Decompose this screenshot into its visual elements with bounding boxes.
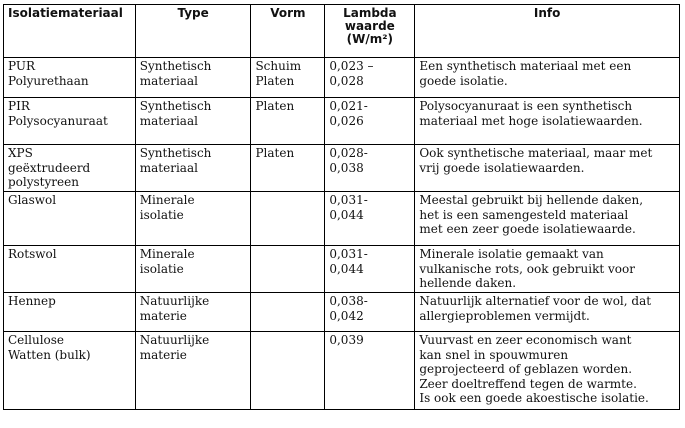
header-type: Type bbox=[135, 5, 251, 58]
header-form: Vorm bbox=[251, 5, 325, 58]
cell-material: Glaswol bbox=[4, 192, 136, 246]
header-lambda: Lambda waarde (W/m²) bbox=[325, 5, 415, 58]
cell-lambda: 0,039 bbox=[325, 332, 415, 410]
header-material: Isolatiemateriaal bbox=[4, 5, 136, 58]
cell-form bbox=[251, 246, 325, 293]
cell-info: Natuurlijk alternatief voor de wol, dat allergieproblemen vermijdt. bbox=[415, 293, 680, 332]
cell-material: Cellulose Watten (bulk) bbox=[4, 332, 136, 410]
header-info: Info bbox=[415, 5, 680, 58]
table-row bbox=[4, 192, 680, 246]
cell-info: Vuurvast en zeer economisch want kan snel in spouwmuren geprojecteerd of geblazen worden. Zeer doeltreffend tegen de warmte. Is ook een goede akoestische isolatie. bbox=[415, 332, 680, 410]
cell-lambda: 0,023 – 0,028 bbox=[325, 58, 415, 98]
cell-type: Synthetisch materiaal bbox=[135, 58, 251, 98]
cell-form bbox=[251, 192, 325, 246]
cell-info: Ook synthetische materiaal, maar met vrij goede isolatiewaarden. bbox=[415, 145, 680, 192]
cell-type: Synthetisch materiaal bbox=[135, 98, 251, 145]
cell-form bbox=[251, 293, 325, 332]
table-row bbox=[4, 98, 680, 145]
cell-material: Hennep bbox=[4, 293, 136, 332]
header-row bbox=[4, 5, 680, 58]
cell-info: Polysocyanuraat is een synthetisch materiaal met hoge isolatiewaarden. bbox=[415, 98, 680, 145]
cell-lambda: 0,021- 0,026 bbox=[325, 98, 415, 145]
cell-material: XPS geëxtrudeerd polystyreen bbox=[4, 145, 136, 192]
cell-type: Natuurlijke materie bbox=[135, 293, 251, 332]
cell-type: Synthetisch materiaal bbox=[135, 145, 251, 192]
cell-info: Meestal gebruikt bij hellende daken, het is een samengesteld materiaal met een zeer goede isolatiewaarde. bbox=[415, 192, 680, 246]
cell-info: Een synthetisch materiaal met een goede isolatie. bbox=[415, 58, 680, 98]
cell-material: PUR Polyurethaan bbox=[4, 58, 136, 98]
table-row bbox=[4, 293, 680, 332]
table-row bbox=[4, 332, 680, 410]
cell-type: Natuurlijke materie bbox=[135, 332, 251, 410]
cell-lambda: 0,028- 0,038 bbox=[325, 145, 415, 192]
cell-type: Minerale isolatie bbox=[135, 192, 251, 246]
cell-material: PIR Polysocyanuraat bbox=[4, 98, 136, 145]
cell-form bbox=[251, 332, 325, 410]
cell-lambda: 0,038- 0,042 bbox=[325, 293, 415, 332]
insulation-materials-table bbox=[3, 4, 680, 410]
cell-lambda: 0,031- 0,044 bbox=[325, 246, 415, 293]
cell-type: Minerale isolatie bbox=[135, 246, 251, 293]
cell-material: Rotswol bbox=[4, 246, 136, 293]
cell-info: Minerale isolatie gemaakt van vulkanische rots, ook gebruikt voor hellende daken. bbox=[415, 246, 680, 293]
table-row bbox=[4, 58, 680, 98]
table-row bbox=[4, 246, 680, 293]
cell-form: Platen bbox=[251, 98, 325, 145]
cell-form: Schuim Platen bbox=[251, 58, 325, 98]
cell-lambda: 0,031- 0,044 bbox=[325, 192, 415, 246]
table-row bbox=[4, 145, 680, 192]
cell-form: Platen bbox=[251, 145, 325, 192]
